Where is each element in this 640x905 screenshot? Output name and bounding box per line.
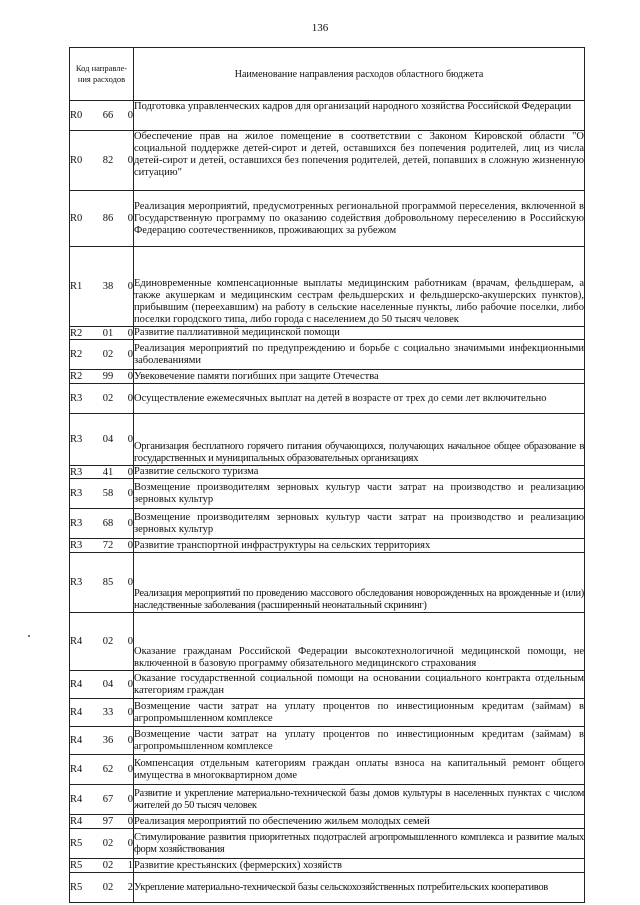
table-row (70, 873, 585, 903)
table-row (70, 785, 585, 815)
code-part-c3: 0 (127, 707, 133, 718)
code-part-c1: R3 (70, 577, 83, 588)
code-part-c3: 0 (127, 371, 133, 382)
expense-name: Оказание гражданам Российской Федерации высокотехнологичной медицинской помощи, не включенной в базовую программу обязательного медицинского страхования (134, 613, 585, 671)
code-part-c1: R4 (70, 679, 83, 690)
table-row (70, 370, 585, 384)
expense-name: Укрепление материально-технической базы сельскохозяйственных потребительских кооперативов (134, 873, 585, 903)
table-row (70, 384, 585, 414)
code-part-c2: 86 (102, 213, 114, 224)
expense-code (70, 815, 134, 829)
code-part-c3: 0 (127, 764, 133, 775)
code-part-c3: 0 (127, 838, 133, 849)
code-part-c2: 66 (102, 110, 114, 121)
code-part-c2: 38 (102, 281, 114, 292)
expense-name: Оказание государственной социальной помощи на основании социального контракта отдельным категориям граждан (134, 671, 585, 699)
table-row (70, 671, 585, 699)
code-part-c1: R1 (70, 281, 83, 292)
expense-code (70, 191, 134, 247)
expense-code (70, 671, 134, 699)
code-part-c2: 02 (102, 882, 114, 893)
table-row (70, 509, 585, 539)
code-part-c1: R0 (70, 110, 83, 121)
expense-code (70, 539, 134, 553)
expense-code (70, 727, 134, 755)
code-part-c1: R2 (70, 371, 83, 382)
expense-name: Единовременные компенсационные выплаты медицинским работникам (врачам, фельдшерам, а также акушеркам и медицинским сестрам фельдшерских и фельдшерско-акушерских пунктов), прибывшим (переехавшим) на работу в сельские населенные пункты, либо рабочие поселки, либо поселки городского типа, либо города с населением до 50 тысяч человек (134, 247, 585, 327)
code-part-c3: 0 (127, 281, 133, 292)
code-part-c1: R3 (70, 540, 83, 551)
code-part-c3: 0 (127, 393, 133, 404)
code-part-c2: 99 (102, 371, 114, 382)
code-part-c3: 0 (127, 349, 133, 360)
expense-name: Возмещение части затрат на уплату процентов по инвестиционным кредитам (займам) в агропромышленном комплексе (134, 727, 585, 755)
code-part-c3: 0 (127, 518, 133, 529)
code-part-c2: 02 (102, 860, 114, 871)
expense-name: Увековечение памяти погибших при защите Отечества (134, 370, 585, 384)
expense-code (70, 509, 134, 539)
table-row (70, 466, 585, 479)
code-part-c1: R0 (70, 213, 83, 224)
code-part-c1: R3 (70, 393, 83, 404)
code-part-c2: 97 (102, 816, 114, 827)
expense-code (70, 370, 134, 384)
expense-code (70, 466, 134, 479)
expense-name: Реализация мероприятий по предупреждению и борьбе с социально значимыми инфекционными заболеваниями (134, 340, 585, 370)
code-part-c3: 0 (127, 540, 133, 551)
code-part-c3: 2 (127, 882, 133, 893)
expense-name: Реализация мероприятий, предусмотренных региональной программой переселения, включенной в Государственную программу по оказанию содействия добровольному переселению в Российскую Федерацию соотечественников, проживающих за рубежом (134, 191, 585, 247)
expense-code (70, 785, 134, 815)
expense-name: Компенсация отдельным категориям граждан оплаты взноса на капитальный ремонт общего имущества в многоквартирном доме (134, 755, 585, 785)
code-part-c3: 0 (127, 327, 133, 339)
code-part-c2: 41 (102, 466, 114, 478)
code-part-c3: 0 (127, 213, 133, 224)
code-part-c3: 0 (127, 679, 133, 690)
code-part-c2: 36 (102, 735, 114, 746)
table-row (70, 699, 585, 727)
code-part-c3: 0 (127, 794, 133, 805)
expense-name: Возмещение производителям зерновых культур части затрат на производство и реализацию зерновых культур (134, 479, 585, 509)
table-row (70, 247, 585, 327)
expense-code (70, 859, 134, 873)
table-row (70, 727, 585, 755)
code-part-c3: 1 (127, 860, 133, 871)
expense-name: Организация бесплатного горячего питания обучающихся, получающих начальное общее образование в государственных и муниципальных образовательных организациях (134, 414, 585, 466)
table-row (70, 829, 585, 859)
code-part-c2: 58 (102, 488, 114, 499)
code-part-c2: 04 (102, 679, 114, 690)
code-part-c3: 0 (127, 110, 133, 121)
budget-expense-table (69, 47, 585, 903)
code-part-c1: R4 (70, 707, 83, 718)
code-part-c2: 62 (102, 764, 114, 775)
code-part-c3: 0 (127, 735, 133, 746)
code-part-c1: R4 (70, 794, 83, 805)
code-part-c1: R3 (70, 466, 83, 478)
expense-code (70, 101, 134, 131)
code-part-c2: 67 (102, 794, 114, 805)
scan-speck (28, 635, 30, 637)
table-row (70, 327, 585, 340)
code-part-c1: R0 (70, 155, 83, 166)
expense-code (70, 755, 134, 785)
expense-code (70, 829, 134, 859)
expense-code (70, 384, 134, 414)
code-part-c2: 04 (102, 434, 114, 445)
code-part-c2: 02 (102, 349, 114, 360)
expense-name: Развитие паллиативной медицинской помощи (134, 327, 585, 340)
code-part-c2: 02 (102, 636, 114, 647)
expense-code (70, 247, 134, 327)
table-row (70, 131, 585, 191)
expense-name: Возмещение производителям зерновых культур части затрат на производство и реализацию зерновых культур (134, 509, 585, 539)
code-part-c1: R4 (70, 764, 83, 775)
table-row (70, 479, 585, 509)
code-part-c3: 0 (127, 488, 133, 499)
code-part-c2: 01 (102, 327, 114, 339)
code-part-c2: 82 (102, 155, 114, 166)
expense-name: Развитие сельского туризма (134, 466, 585, 479)
code-part-c3: 0 (127, 577, 133, 588)
code-part-c1: R3 (70, 488, 83, 499)
header-name: Наименование направления расходов областного бюджета (134, 48, 585, 101)
table-row (70, 613, 585, 671)
code-part-c3: 0 (127, 636, 133, 647)
code-part-c3: 0 (127, 816, 133, 827)
table-header-row (70, 48, 585, 101)
expense-name: Подготовка управленческих кадров для организаций народного хозяйства Российской Федерации (134, 101, 585, 131)
table-row (70, 340, 585, 370)
table-row (70, 553, 585, 613)
code-part-c1: R5 (70, 860, 83, 871)
expense-name: Реализация мероприятий по проведению массового обследования новорожденных на врожденные и (или) наследственные заболевания (расширенный неонатальный скрининг) (134, 553, 585, 613)
code-part-c2: 33 (102, 707, 114, 718)
code-part-c3: 0 (127, 434, 133, 445)
page-number: 136 (311, 22, 329, 34)
code-part-c2: 68 (102, 518, 114, 529)
expense-code (70, 479, 134, 509)
header-code: Код направле-ния расходов (70, 48, 134, 101)
code-part-c3: 0 (127, 155, 133, 166)
code-part-c2: 85 (102, 577, 114, 588)
table-row (70, 859, 585, 873)
expense-code (70, 327, 134, 340)
expense-name: Обеспечение прав на жилое помещение в соответствии с Законом Кировской области "О социальной поддержке детей-сирот и детей, оставшихся без попечения родителей, лиц из числа детей-сирот и детей, оставшихся без попечения родителей, детей, попавших в сложную жизненную ситуацию" (134, 131, 585, 191)
expense-name: Реализация мероприятий по обеспечению жильем молодых семей (134, 815, 585, 829)
code-part-c1: R4 (70, 816, 83, 827)
expense-code (70, 699, 134, 727)
expense-code (70, 340, 134, 370)
expense-name: Осуществление ежемесячных выплат на детей в возрасте от трех до семи лет включительно (134, 384, 585, 414)
code-part-c1: R4 (70, 735, 83, 746)
code-part-c2: 02 (102, 838, 114, 849)
expense-name: Развитие транспортной инфраструктуры на сельских территориях (134, 539, 585, 553)
expense-code (70, 553, 134, 613)
expense-name: Возмещение части затрат на уплату процентов по инвестиционным кредитам (займам) в агропромышленном комплексе (134, 699, 585, 727)
code-part-c2: 02 (102, 393, 114, 404)
table-row (70, 191, 585, 247)
code-part-c2: 72 (102, 540, 114, 551)
code-part-c1: R3 (70, 434, 83, 445)
expense-name: Развитие крестьянских (фермерских) хозяйств (134, 859, 585, 873)
code-part-c1: R5 (70, 838, 83, 849)
code-part-c1: R5 (70, 882, 83, 893)
expense-name: Стимулирование развития приоритетных подотраслей агропромышленного комплекса и развитие малых форм хозяйствования (134, 829, 585, 859)
table-row (70, 815, 585, 829)
expense-code (70, 613, 134, 671)
expense-code (70, 131, 134, 191)
table-row (70, 539, 585, 553)
code-part-c1: R3 (70, 518, 83, 529)
code-part-c3: 0 (127, 466, 133, 478)
expense-code (70, 414, 134, 466)
expense-code (70, 873, 134, 903)
table-row (70, 755, 585, 785)
code-part-c1: R2 (70, 327, 83, 339)
table-row (70, 101, 585, 131)
code-part-c1: R4 (70, 636, 83, 647)
table-row (70, 414, 585, 466)
expense-name: Развитие и укрепление материально-технической базы домов культуры в населенных пунктах с числом жителей до 50 тысяч человек (134, 785, 585, 815)
code-part-c1: R2 (70, 349, 83, 360)
